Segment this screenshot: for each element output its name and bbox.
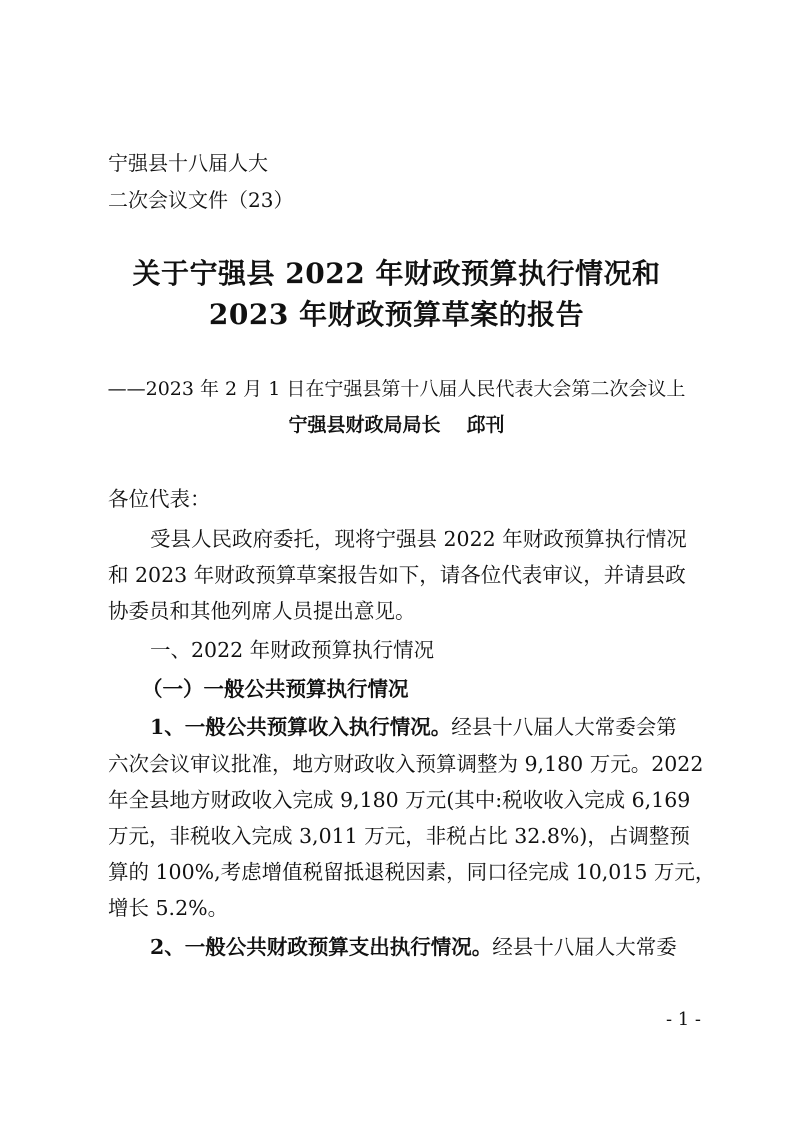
item-2-first-line: [150, 933, 677, 961]
item-1-line-6: 增长 5.2%。: [108, 896, 229, 920]
intro-line-3: 协委员和其他列席人员提出意见。: [108, 599, 416, 623]
document-code-line-1: 宁强县十八届人大: [108, 151, 268, 175]
report-title-line-2: 2023 年财政预算草案的报告: [208, 298, 585, 331]
document-code-line-2: 二次会议文件（23）: [108, 188, 294, 212]
page-number: - 1 -: [665, 1009, 701, 1030]
author-name: 邱刊: [466, 414, 505, 436]
item-1-heading: 1、一般公共预算收入执行情况。: [150, 715, 452, 739]
author-role: 宁强县财政局局长: [288, 414, 441, 436]
report-subtitle: ——2023 年 2 月 1 日在宁强县第十八届人民代表大会第二次会议上: [107, 378, 686, 400]
report-author: [0, 412, 793, 438]
intro-line-1: 受县人民政府委托，现将宁强县 2022 年财政预算执行情况: [150, 527, 687, 551]
salutation: 各位代表：: [108, 487, 211, 511]
report-title-line-1: 关于宁强县 2022 年财政预算执行情况和: [132, 257, 661, 290]
item-1-line-4: 万元，非税收入完成 3,011 万元，非税占比 32.8%)，占调整预: [108, 824, 690, 848]
item-1-line-5: 算的 100%,考虑增值税留抵退税因素，同口径完成 10,015 万元，: [108, 860, 716, 884]
item-1-first-line-text: 经县十八届人大常委会第: [451, 715, 677, 739]
item-1-line-2: 六次会议审议批准，地方财政收入预算调整为 9,180 万元。2022: [108, 752, 704, 776]
item-1-first-line: [150, 713, 677, 741]
subsection-heading-1: （一）一般公共预算执行情况: [142, 677, 409, 701]
intro-line-2: 和 2023 年财政预算草案报告如下，请各位代表审议，并请县政: [108, 563, 686, 587]
item-1-line-3: 年全县地方财政收入完成 9,180 万元(其中:税收收入完成 6,169: [108, 788, 691, 812]
section-heading-1: 一、2022 年财政预算执行情况: [150, 638, 435, 662]
item-2-first-line-text: 经县十八届人大常委: [492, 935, 677, 959]
item-2-heading: 2、一般公共财政预算支出执行情况。: [150, 935, 493, 959]
